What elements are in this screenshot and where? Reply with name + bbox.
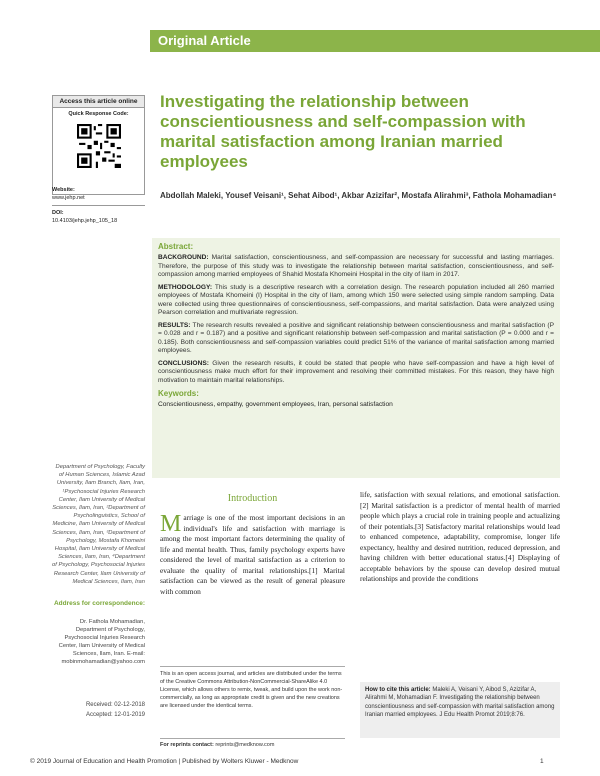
qr-code-label: Quick Response Code:: [68, 111, 129, 117]
reprints-label: For reprints contact:: [160, 742, 214, 748]
body-column-left: [160, 513, 345, 597]
abstract-conclusions: [158, 360, 554, 386]
methodology-label: METHODOLOGY:: [158, 283, 213, 291]
article-title: Investigating the relationship between conscientiousness and self-compassion with marital satisfaction among Iranian married employees: [160, 92, 526, 171]
keywords-heading: Keywords:: [158, 389, 199, 398]
abstract-results: [158, 322, 554, 356]
doi-link[interactable]: 10.4103/jehp.jehp_105_18: [52, 218, 118, 224]
website-label: Website:: [52, 187, 75, 193]
intro-text-left: arriage is one of the most important decisions in an individual's life and satisfaction with marriage is among the most important factors determining the quality of life and mental health. Thus, family psychology experts have considered the level of marital satisfaction as a criterion to evaluate the quality of marital relationships.[1] Marital satisfaction can be viewed as the result of general pleasure with common: [160, 513, 345, 596]
article-meta: [52, 186, 145, 225]
abstract-box: [152, 238, 560, 478]
results-text: The research results revealed a positive and significant relationship between conscientiousness and marital satisfaction (P = 0.028 and r = 0.187) and a positive and significant relationship between self-compassion and marital satisfaction (P = 0.000 and r = 0.185). Both conscientiousness and self-compassion variables could predict 51% of the variance of marital satisfaction among married employees.: [158, 321, 554, 354]
access-online-box: [52, 95, 145, 195]
website-link[interactable]: www.jehp.net: [52, 195, 85, 201]
affiliations: Department of Psychology, Faculty of Human Sciences, Islamic Azad University, Ilam Branch, Ilam, Iran, ¹Psychosocial Injuries Research Center, Ilam University of Medical Sciences, Ilam, Iran, ²Department of Psycholinguistics, School of Medicine, Ilam University of Medical Sciences, Ilam, Iran, ³Department of Psychology, Mostafa Khomeini Hospital, Ilam University of Medical Sciences, Ilam, Iran, ⁴Department of Psychology, Psychosocial Injuries Research Center, Ilam University of Medical Sciences, Ilam, Iran: [52, 464, 146, 585]
page-number: 1: [540, 758, 544, 765]
article-type-banner: [150, 30, 600, 52]
keywords-text: Conscientiousness, empathy, government employees, Iran, personal satisfaction: [158, 401, 393, 408]
author-list: Abdollah Maleki, Yousef Veisani¹, Sehat Aibod¹, Akbar Azizifar², Mostafa Alirahmi³, Fathola Mohamadian⁴: [160, 191, 557, 200]
conclusions-text: Given the research results, it could be stated that people who have self-compassion and have a high level of conscientiousness make much effort for their improvement and resolving their committed mistakes. For this reason, they have high motivation to maintain marital relationships.: [158, 359, 554, 384]
correspondence-text: Dr. Fathola Mohamadian, Department of Psychology, Psychosocial Injuries Research Center, Ilam University of Medical Sciences, Ilam, Iran. E-mail: mobinmohamadian@yahoo.com: [58, 619, 145, 665]
abstract-methodology: [158, 284, 554, 318]
reprints-email[interactable]: reprints@medknow.com: [215, 742, 275, 748]
citation-text: Maleki A, Veisani Y, Aibod S, Azizifar A, Alirahmi M, Mohamadian F. Investigating the relationship between conscientiousness and self-compassion with marital satisfaction among Iranian married employees. J Edu Health Promot 2019;8:76.: [365, 687, 555, 718]
introduction-heading: Introduction: [227, 493, 278, 504]
reprints-notice: [160, 738, 345, 748]
doi-label: DOI:: [52, 210, 64, 216]
received-date: Received: 02-12-2018: [85, 702, 145, 708]
meta-divider: [52, 205, 145, 206]
results-label: RESULTS:: [158, 321, 191, 329]
access-box-header: Access this article online: [53, 96, 144, 108]
background-label: BACKGROUND:: [158, 254, 209, 261]
citation-box: [360, 682, 560, 738]
license-notice: This is an open access journal, and articles are distributed under the terms of the Creative Commons Attribution-NonCommercial-ShareAlike 4.0 License, which allows others to remix, tweak, and build upon the work non-commercially, as long as appropriate credit is given and the new creations are licensed under the identical terms.: [160, 666, 345, 710]
qr-code-icon: [77, 124, 121, 168]
abstract-background: [158, 254, 554, 280]
conclusions-label: CONCLUSIONS:: [158, 359, 209, 367]
abstract-heading: Abstract:: [158, 242, 194, 251]
methodology-text: This study is a descriptive research with a correlation design. The research population included all 260 married employees of Mostafa Khomeini (I) Hospital in the city of Ilam, among which 150 were selected using simple random sampling. Data were collected using three questionnaires of conscientiousness, self-compassions, and marital satisfaction. Data were analyzed using Pearson correlation and multivariate regression.: [158, 283, 554, 316]
article-type-label: Original Article: [158, 33, 251, 48]
citation-label: How to cite this article:: [365, 687, 431, 693]
background-text: Marital satisfaction, conscientiousness, and self-compassion are necessary for successful and lasting marriages. Therefore, the purpose of this study was to investigate the relationship between marital satisfaction, conscientiousness, and self-compassion among married employees of Shahid Mostafa Khomeini Hospital in the city of Ilam in 2017.: [158, 254, 554, 278]
body-column-right: life, satisfaction with sexual relations, and emotional satisfaction.[2] Marital satisfaction is a predictor of mental health of married people which plays a crucial role in training people and actualizing of their potentials.[3] Satisfactory marital relationships would lead to enhanced competence, adaptability, compromise, longer life expectancy, healthy and desired nutrition, reduced depression, and having children with better educational status.[4] Displaying of acceptable behaviors by the spouse can develop desired mutual relationships and provide the conditions: [360, 490, 560, 583]
submission-dates: [52, 700, 145, 720]
drop-cap: M: [160, 511, 182, 537]
accepted-date: Accepted: 12-01-2019: [85, 712, 145, 718]
correspondence-heading: Address for correspondence:: [53, 600, 145, 607]
page-footer: © 2019 Journal of Education and Health Promotion | Published by Wolters Kluwer - Medknow: [30, 758, 299, 765]
